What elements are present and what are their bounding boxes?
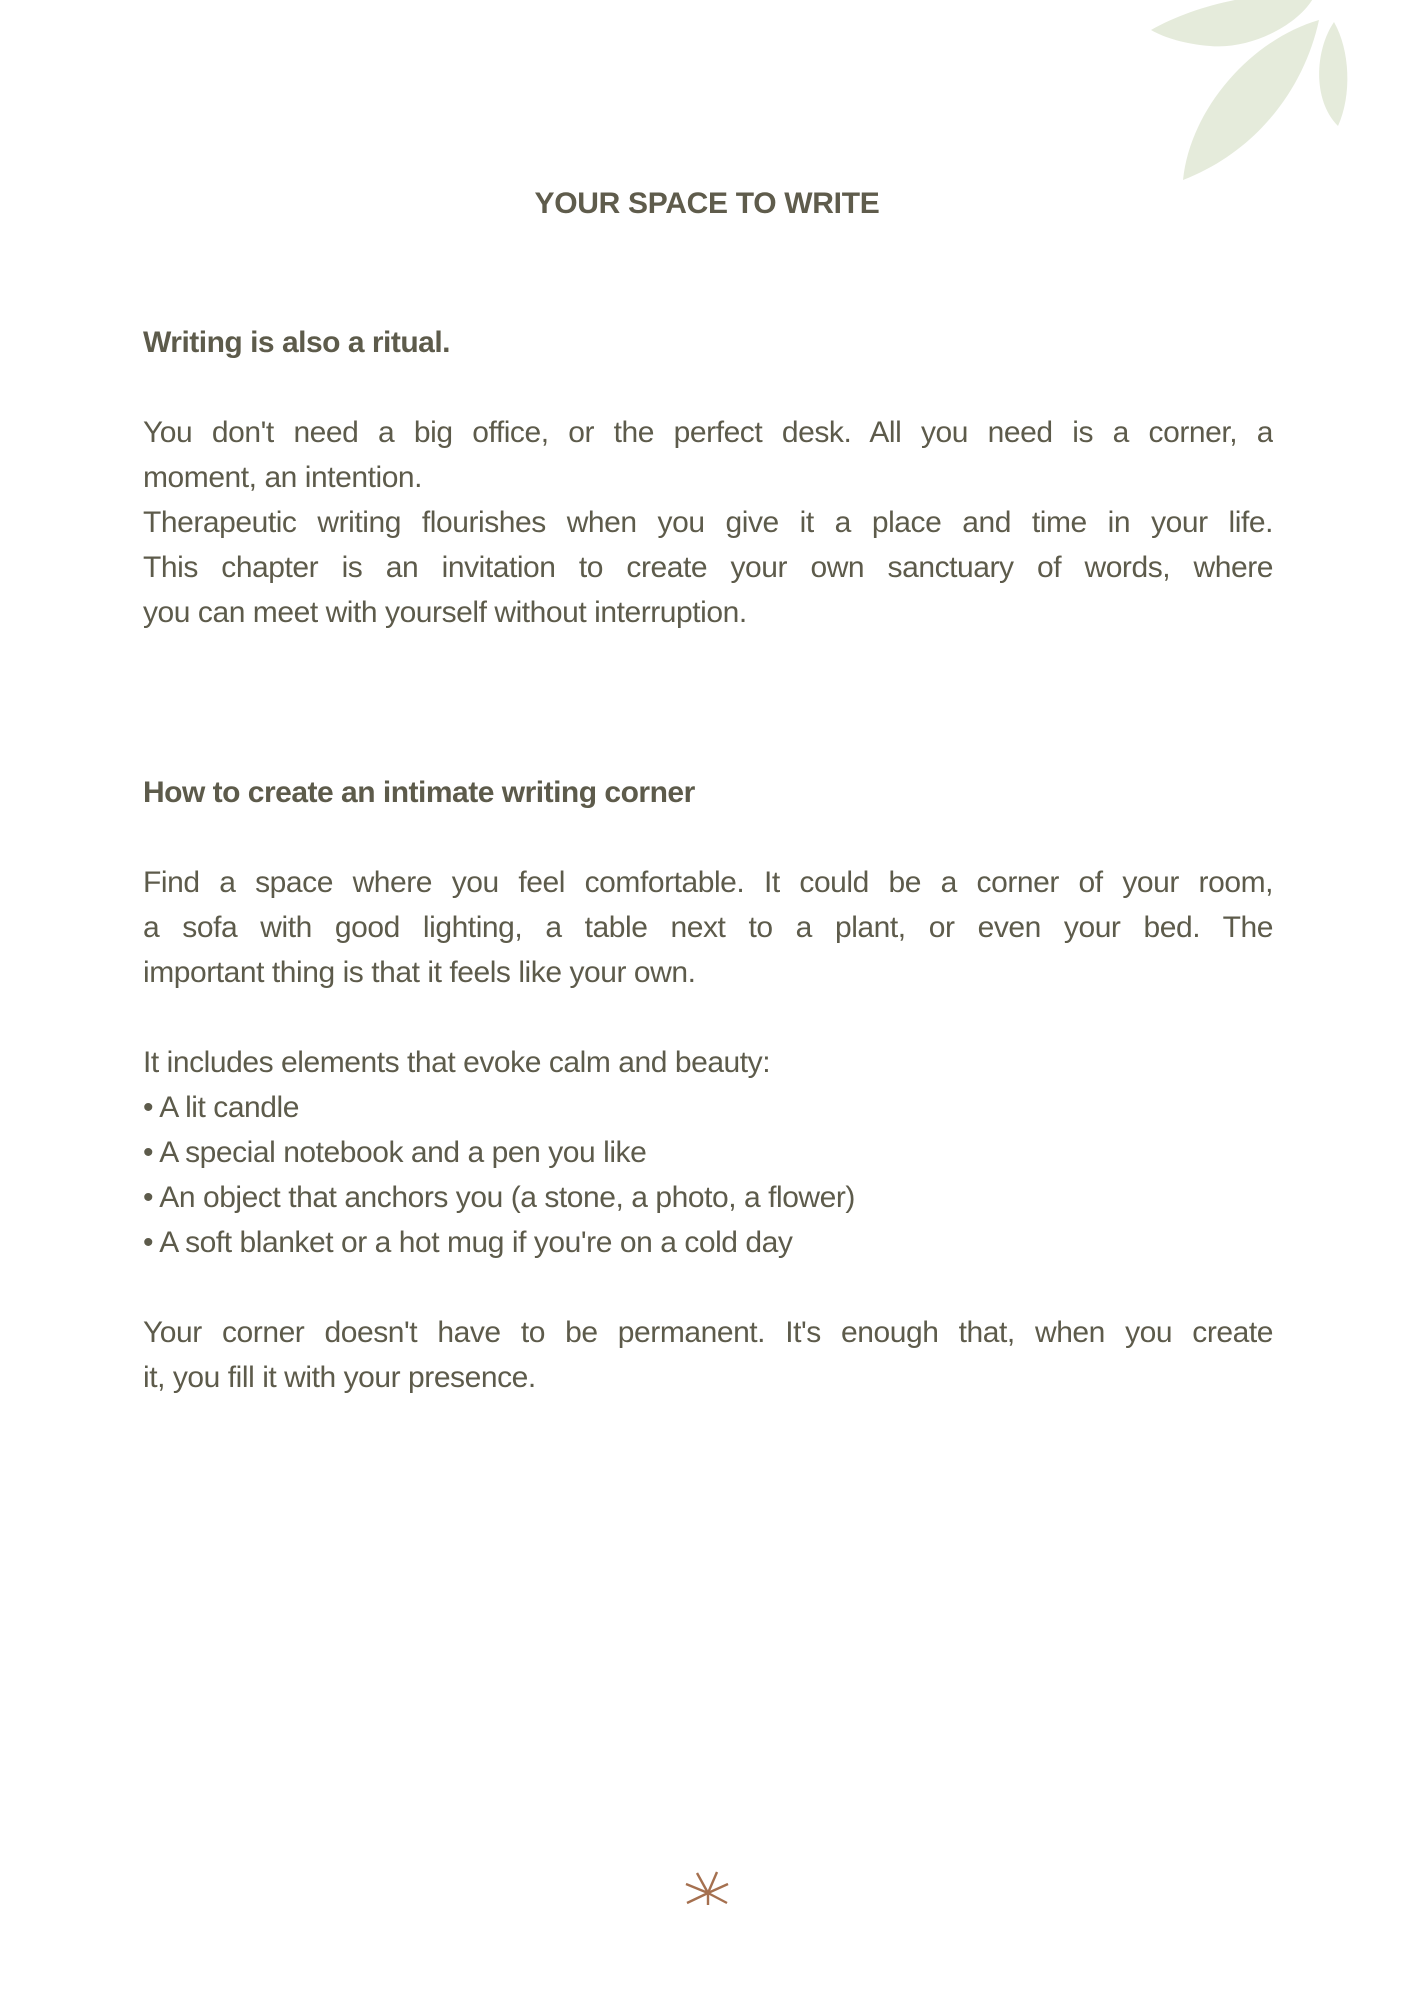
leaf-icon [1319, 22, 1347, 126]
page-title: YOUR SPACE TO WRITE [534, 187, 880, 220]
list-item: • A lit candle [143, 1091, 299, 1124]
spacer [143, 725, 1273, 770]
list-item: • A special notebook and a pen you like [143, 1136, 647, 1169]
list-intro: It includes elements that evoke calm and beauty: [143, 1046, 771, 1079]
paragraph-line: it, you fill it with your presence. [143, 1361, 536, 1394]
paragraph-line: Your corner doesn't have to be permanent. It's enough that, when you create [143, 1316, 1273, 1349]
asterisk-ornament-icon [680, 1865, 736, 1911]
paragraph-line: important thing is that it feels like your own. [143, 956, 696, 989]
spacer [143, 635, 1273, 680]
paragraph-find-space [143, 860, 1273, 995]
spacer [143, 815, 1273, 860]
document-body [143, 320, 1273, 1400]
paragraph-ritual-invitation [143, 500, 1273, 635]
leaf-decoration-icon [1100, 0, 1414, 200]
spacer [143, 365, 1273, 410]
paragraph-line: You don't need a big office, or the perfect desk. All you need is a corner, a [143, 416, 1273, 449]
spacer [143, 995, 1273, 1040]
paragraph-line: This chapter is an invitation to create your own sanctuary of words, where [143, 551, 1273, 584]
paragraph-line: moment, an intention. [143, 461, 423, 494]
spacer [143, 680, 1273, 725]
elements-list [143, 1085, 1273, 1265]
paragraph-line: Therapeutic writing flourishes when you give it a place and time in your life. [143, 506, 1273, 539]
section-heading-ritual: Writing is also a ritual. [143, 326, 451, 359]
paragraph-ritual-intro [143, 410, 1273, 500]
spacer [143, 1265, 1273, 1310]
section-heading-writing-corner: How to create an intimate writing corner [143, 776, 695, 809]
paragraph-line: a sofa with good lighting, a table next to a plant, or even your bed. The [143, 911, 1273, 944]
paragraph-line: Find a space where you feel comfortable. It could be a corner of your room, [143, 866, 1273, 899]
paragraph-closing [143, 1310, 1273, 1400]
list-item: • An object that anchors you (a stone, a photo, a flower) [143, 1181, 855, 1214]
list-item: • A soft blanket or a hot mug if you're on a cold day [143, 1226, 793, 1259]
paragraph-line: you can meet with yourself without interruption. [143, 596, 747, 629]
